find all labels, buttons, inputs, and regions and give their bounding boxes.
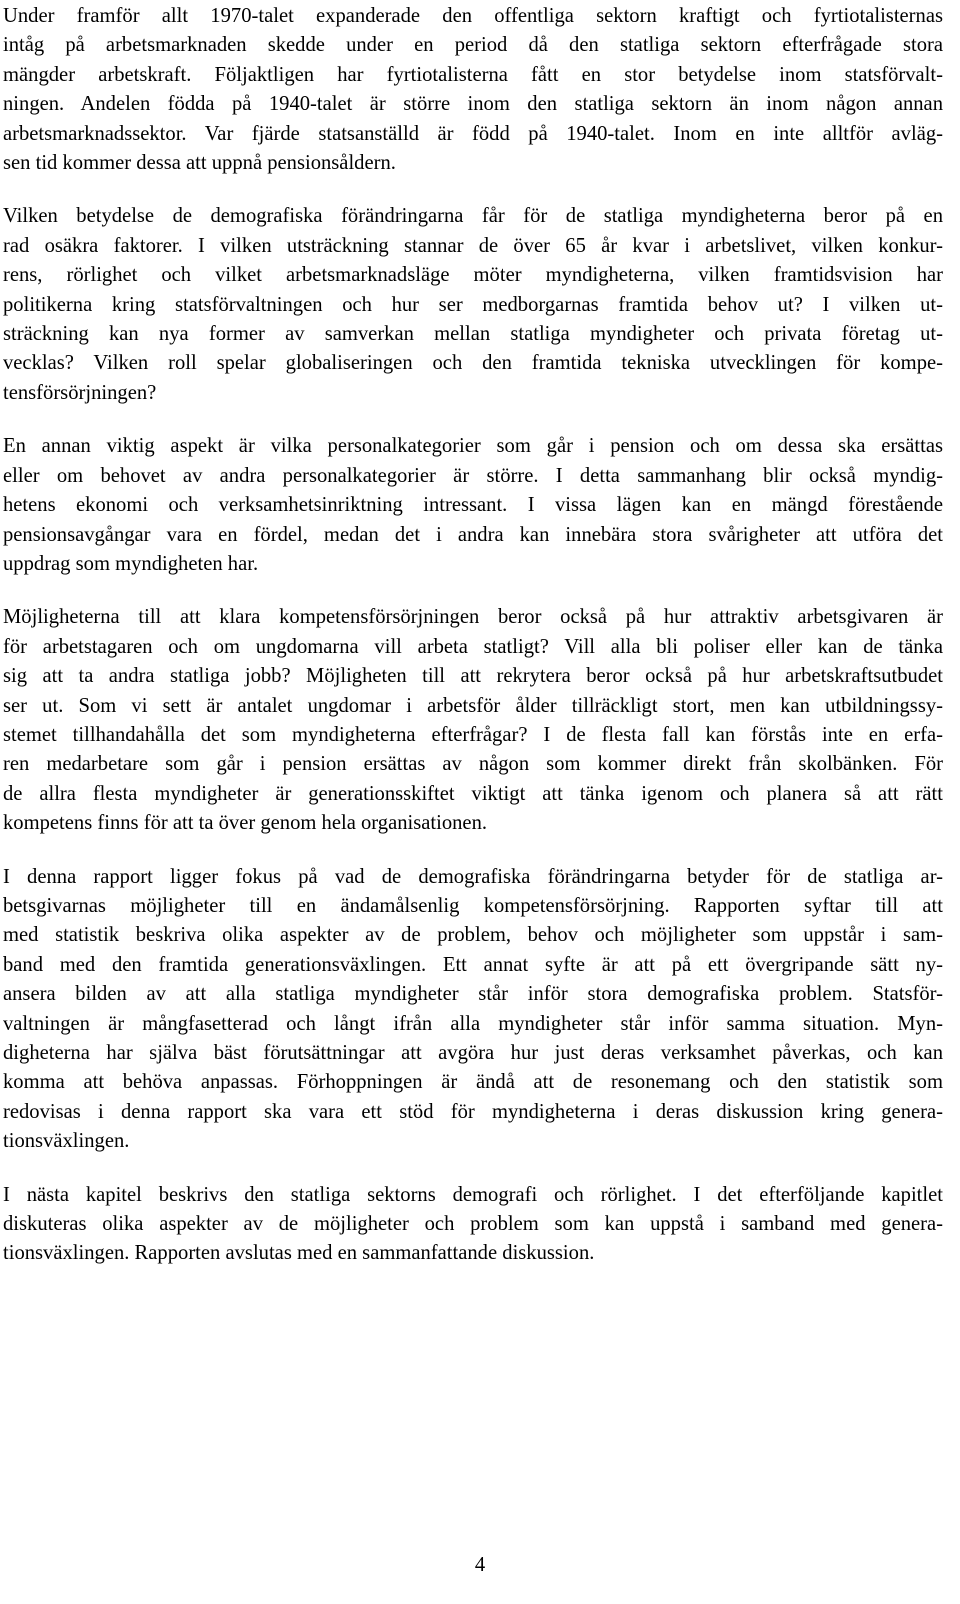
text-line: eller om behovet av andra personalkategorier är större. I detta sammanhang blir också myndig-	[3, 464, 943, 487]
text-line: Under framför allt 1970-talet expanderade den offentliga sektorn kraftigt och fyrtiotalisternas	[3, 5, 943, 27]
text-line: rens, rörlighet och vilket arbetsmarknadsläge möter myndigheterna, vilken framtidsvision har	[3, 264, 943, 287]
text-line: stemet tillhandahålla det som myndigheterna efterfrågar? I de flesta fall kan förstås inte en erfa-	[3, 723, 943, 746]
text-line: arbetsmarknadssektor. Var fjärde statsanställd är född på 1940-talet. Inom en inte alltför avläg-	[3, 122, 943, 145]
text-line: med statistik beskriva olika aspekter av de problem, behov och möjligheter som uppstår i sam-	[3, 924, 943, 947]
text-line: digheterna har själva bäst förutsättningar att avgöra hur just deras verksamhet påverkas, och kan	[3, 1042, 943, 1064]
text-line: hetens ekonomi och verksamhetsinriktning intressant. I vissa lägen kan en mängd förestående	[3, 494, 943, 517]
text-line: rad osäkra faktorer. I vilken utsträckning stannar de över 65 år kvar i arbetslivet, vilken konkur-	[3, 234, 943, 257]
text-line: ser ut. Som vi sett är antalet ungdomar i arbetsför ålder tillräckligt stort, men kan utbildningssy-	[3, 694, 943, 717]
text-line: pensionsavgångar vara en fördel, medan det i andra kan innebära stora svårigheter att utföra det	[3, 523, 943, 546]
text-line: tionsväxlingen.	[3, 1130, 130, 1153]
text-line: Vilken betydelse de demografiska förändringarna får för de statliga myndigheterna beror på en	[3, 205, 943, 228]
text-line: mängder arbetskraft. Följaktligen har fyrtiotalisterna fått en stor betydelse inom statsförvalt-	[3, 63, 943, 86]
paragraph-2	[3, 202, 943, 408]
document-body	[3, 2, 943, 1293]
paragraph-4	[3, 603, 943, 838]
text-line: de allra flesta myndigheter är generationsskiftet viktigt att tänka igenom och planera så att rätt	[3, 782, 943, 805]
text-line: betsgivarnas möjligheter till en ändamålsenlig kompetensförsörjning. Rapporten syftar till att	[3, 894, 943, 917]
text-line: tensförsörjningen?	[3, 381, 157, 404]
text-line: kompetens finns för att ta över genom hela organisationen.	[3, 812, 488, 835]
text-line: Möjligheterna till att klara kompetensförsörjningen beror också på hur attraktiv arbetsgivaren är	[3, 606, 943, 629]
text-line: En annan viktig aspekt är vilka personalkategorier som går i pension och om dessa ska ersättas	[3, 435, 943, 458]
text-line: valtningen är mångfasetterad och långt ifrån alla myndigheter står inför samma situation. Myn-	[3, 1012, 943, 1035]
paragraph-6	[3, 1181, 943, 1269]
text-line: politikerna kring statsförvaltningen och hur ser medborgarnas framtida behov ut? I vilken ut-	[3, 293, 943, 316]
text-line: intåg på arbetsmarknaden skedde under en period då den statliga sektorn efterfrågade stora	[3, 34, 943, 57]
paragraph-1	[3, 2, 943, 178]
text-line: band med den framtida generationsväxlingen. Ett annat syfte är att på ett övergripande sätt ny-	[3, 953, 943, 976]
text-line: tionsväxlingen. Rapporten avslutas med en sammanfattande diskussion.	[3, 1242, 595, 1265]
text-line: I denna rapport ligger fokus på vad de demografiska förändringarna betyder för de statliga ar-	[3, 865, 943, 888]
text-line: ren medarbetare som går i pension ersättas av någon som kommer direkt från skolbänken. För	[3, 753, 943, 776]
text-line: sig att ta andra statliga jobb? Möjligheten till att rekrytera beror också på hur arbetskraftsutbudet	[3, 665, 943, 688]
text-line: komma att behöva anpassas. Förhoppningen är ändå att de resonemang och den statistik som	[3, 1071, 943, 1094]
text-line: ningen. Andelen födda på 1940-talet är större inom den statliga sektorn än inom någon annan	[3, 93, 943, 116]
text-line: vecklas? Vilken roll spelar globaliseringen och den framtida tekniska utvecklingen för kompe-	[3, 352, 943, 375]
text-line: I nästa kapitel beskrivs den statliga sektorns demografi och rörlighet. I det efterföljande kapitlet	[3, 1183, 943, 1206]
text-line: diskuteras olika aspekter av de möjligheter och problem som kan uppstå i samband med genera-	[3, 1213, 943, 1236]
text-line: sen tid kommer dessa att uppnå pensionsåldern.	[3, 152, 396, 175]
paragraph-3	[3, 432, 943, 579]
text-line: redovisas i denna rapport ska vara ett stöd för myndigheterna i deras diskussion kring genera-	[3, 1100, 943, 1123]
text-line: sträckning kan nya former av samverkan mellan statliga myndigheter och privata företag ut-	[3, 323, 943, 346]
page-number: 4	[474, 1554, 486, 1576]
text-line: ansera bilden av att alla statliga myndigheter står inför stora demografiska problem. Statsför-	[3, 983, 943, 1006]
text-line: uppdrag som myndigheten har.	[3, 552, 259, 575]
paragraph-5	[3, 863, 943, 1157]
text-line: för arbetstagaren och om ungdomarna vill arbeta statligt? Vill alla bli poliser eller kan de tänka	[3, 635, 943, 658]
